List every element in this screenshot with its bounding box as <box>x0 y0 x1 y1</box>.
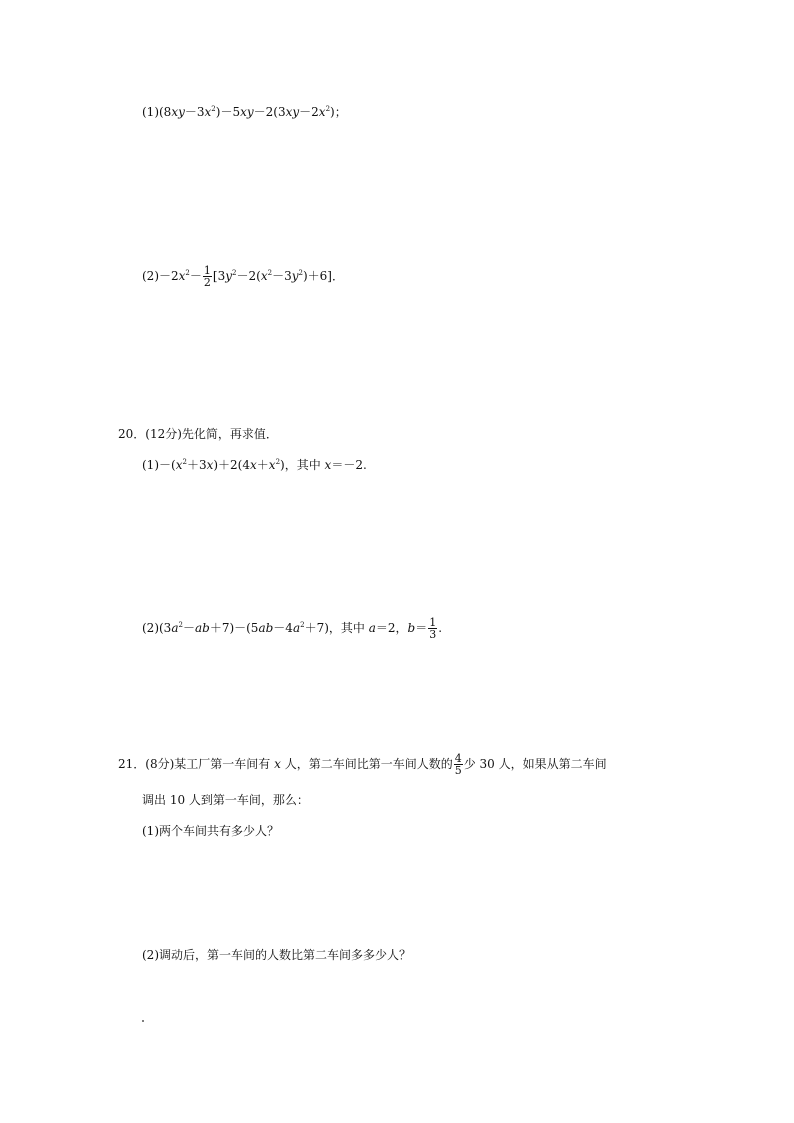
problem-21-line-2: 调出 10 人到第一车间，那么： <box>142 793 309 807</box>
expr-text: －3 <box>184 105 205 119</box>
expr-text: )； <box>330 105 347 119</box>
expr-text: －2 <box>299 105 319 119</box>
expr-text: －3 <box>272 269 292 283</box>
variable: xy <box>171 105 185 119</box>
exponent: 2 <box>232 269 237 277</box>
variable: ab <box>194 621 210 635</box>
expr-text: － <box>182 621 195 635</box>
problem-20-part-2 <box>142 612 442 644</box>
exponent: 2 <box>182 458 187 466</box>
exponent: 2 <box>211 105 216 113</box>
variable: a <box>171 621 179 635</box>
problem-20-heading: 20．(12分)先化简，再求值． <box>118 427 278 441</box>
expr-text: )－5 <box>215 105 241 119</box>
variable: x <box>318 105 326 119</box>
expr-text: ＋7)，其中 <box>304 621 369 635</box>
variable: a <box>368 621 376 635</box>
problem-21-question-1: (1)两个车间共有多少人？ <box>142 824 279 838</box>
expr-text: ＝ <box>415 621 428 635</box>
expr-text: －2( <box>236 269 261 283</box>
expr-text: (1)－( <box>142 458 176 472</box>
expr-text: )＋2(4 <box>213 458 250 472</box>
fraction-denominator: 5 <box>454 764 462 777</box>
variable: xy <box>285 105 300 119</box>
problem-21-line-1 <box>118 748 607 780</box>
fraction <box>203 265 212 288</box>
fraction <box>428 617 437 640</box>
fraction-numerator: 1 <box>203 264 211 277</box>
variable: x <box>324 458 332 472</box>
variable: x <box>268 458 276 472</box>
variable: y <box>225 269 233 283</box>
problem-19-part-1 <box>142 104 347 120</box>
variable: x <box>250 458 257 472</box>
expr-text: )，其中 <box>280 458 325 472</box>
variable: y <box>291 269 299 283</box>
variable: x <box>178 269 186 283</box>
variable: xy <box>240 105 254 119</box>
expr-text: ＋7)－(5 <box>209 621 259 635</box>
variable: b <box>407 621 416 635</box>
expr-text: －4 <box>273 621 293 635</box>
expr-text: (2)(3 <box>142 621 172 635</box>
problem-21-question-2: (2)调动后，第一车间的人数比第二车间多多少人？ <box>142 948 411 962</box>
variable: x <box>206 458 214 472</box>
expr-text: (2)－2 <box>142 269 179 283</box>
expr-text: ＝2， <box>375 621 408 635</box>
expr-text: ＝－2. <box>331 458 367 472</box>
page-mark <box>142 1020 144 1022</box>
problem-19-part-2 <box>142 260 344 292</box>
variable: x <box>204 105 212 119</box>
fraction-denominator: 3 <box>429 628 437 641</box>
problem-text: 21．(8分)某工厂第一车间有 <box>118 757 275 771</box>
variable: a <box>292 621 301 635</box>
problem-20-part-1 <box>142 457 367 473</box>
expr-text: (1)(8 <box>142 105 172 119</box>
exponent: 2 <box>275 458 281 466</box>
exponent: 2 <box>300 621 305 629</box>
expr-text: ＋3 <box>186 458 207 472</box>
variable: x <box>175 458 183 472</box>
expr-text: －2(3 <box>253 105 286 119</box>
fraction-denominator: 2 <box>203 276 211 289</box>
exponent: 2 <box>325 105 331 113</box>
problem-text: 少 30 人，如果从第二车间 <box>463 757 607 771</box>
exponent: 2 <box>178 621 183 629</box>
expr-text: － <box>189 269 202 283</box>
exponent: 2 <box>185 269 190 277</box>
expr-text: ＋ <box>256 458 269 472</box>
fraction-numerator: 4 <box>454 752 462 765</box>
problem-text: 人，第二车间比第一车间人数的 <box>280 757 453 771</box>
expr-text: . <box>438 621 443 635</box>
fraction <box>454 753 463 776</box>
exponent: 2 <box>267 269 273 277</box>
variable: x <box>260 269 268 283</box>
exponent: 2 <box>298 269 303 277</box>
variable: x <box>274 757 281 771</box>
expr-text: )＋6]． <box>302 269 344 283</box>
variable: ab <box>258 621 274 635</box>
fraction-numerator: 1 <box>429 616 437 629</box>
expr-text: [3 <box>212 269 226 283</box>
